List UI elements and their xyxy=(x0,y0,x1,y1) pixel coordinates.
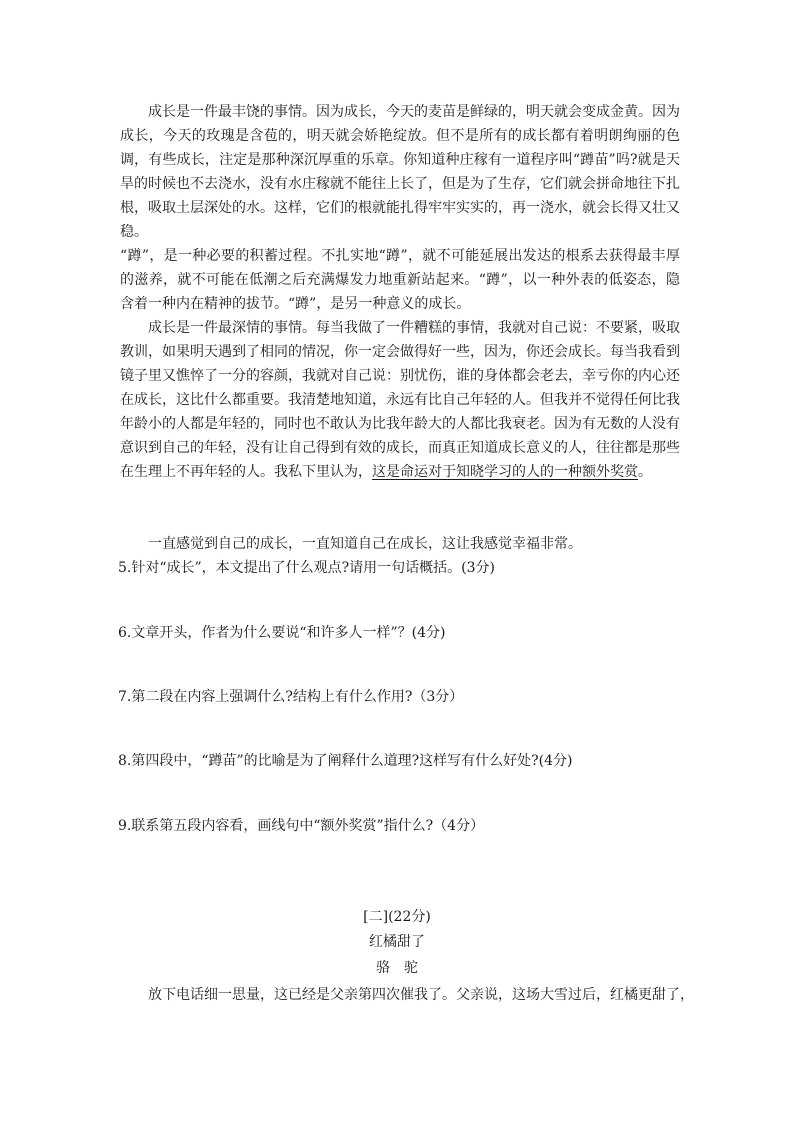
paragraph-3-text: 成长是一件最深情的事情。每当我做了一件糟糕的事情，我就对自己说：不要紧，吸取教训，如果明天遇到了相同的情况，你一定会做得好一些，因为，你还会成长。每当我看到镜子里又憔悴了一分的容颜，我就对自己说：别忧伤，谁的身体都会老去，幸亏你的内心还在成长，这比什么都重要。我清楚地知道，永远有比自己年轻的人。但我并不觉得任何比我年龄小的人都是年轻的，同时也不敢认为比我年龄大的人都比我衰老。因为有无数的人没有意识到自己的年轻，没有让自己得到有效的成长，而真正知道成长意义的人，往往都是那些在生理上不再年轻的人。我私下里认为， xyxy=(120,320,680,480)
passage-paragraph-3 xyxy=(120,316,680,484)
paragraph-3-end: 。 xyxy=(638,464,652,480)
passage-paragraph-4: 一直感觉到自己的成长，一直知道自己在成长，这让我感觉幸福非常。 xyxy=(148,536,582,552)
question-5: 5.针对“成长”，本文提出了什么观点?请用一句话概括。(3分) xyxy=(118,560,496,576)
underlined-sentence: 这是命运对于知晓学习的人的一种额外奖赏 xyxy=(372,464,638,480)
section-2-first-line: 放下电话细一思量，这已经是父亲第四次催我了。父亲说，这场大雪过后，红橘更甜了， xyxy=(148,987,694,1003)
passage-paragraph-2: “蹲”，是一种必要的积蓄过程。不扎实地“蹲”，就不可能延展出发达的根系去获得最丰厚的滋养，就不可能在低潮之后充满爆发力地重新站起来。“蹲”，以一种外表的低姿态，隐含着一种内在精神的拔节。“蹲”，是另一种意义的成长。 xyxy=(120,248,680,312)
question-8: 8.第四段中，“蹲苗”的比喻是为了阐释什么道理?这样写有什么好处?(4分) xyxy=(118,753,573,769)
section-2-header: [二](22分) xyxy=(363,909,431,925)
section-2-title: 红橘甜了 xyxy=(369,934,425,950)
question-6: 6.文章开头，作者为什么要说“和许多人一样”？(4分) xyxy=(118,625,446,641)
question-7: 7.第二段在内容上强调什么?结构上有什么作用?（3分） xyxy=(118,689,464,705)
section-2-author: 骆 驼 xyxy=(376,960,418,976)
question-9: 9.联系第五段内容看，画线句中“额外奖赏”指什么?（4分） xyxy=(118,818,485,834)
passage-paragraph-1: 成长是一件最丰饶的事情。因为成长，今天的麦苗是鲜绿的，明天就会变成金黄。因为成长，今天的玫瑰是含苞的，明天就会娇艳绽放。但不是所有的成长都有着明朗绚丽的色调，有些成长，注定是那种深沉厚重的乐章。你知道种庄稼有一道程序叫“蹲苗”吗?就是天旱的时候也不去浇水，没有水庄稼就不能往上长了，但是为了生存，它们就会拼命地往下扎根，吸取土层深处的水。这样，它们的根就能扎得牢牢实实的，再一浇水，就会长得又壮又稳。 xyxy=(120,104,680,240)
